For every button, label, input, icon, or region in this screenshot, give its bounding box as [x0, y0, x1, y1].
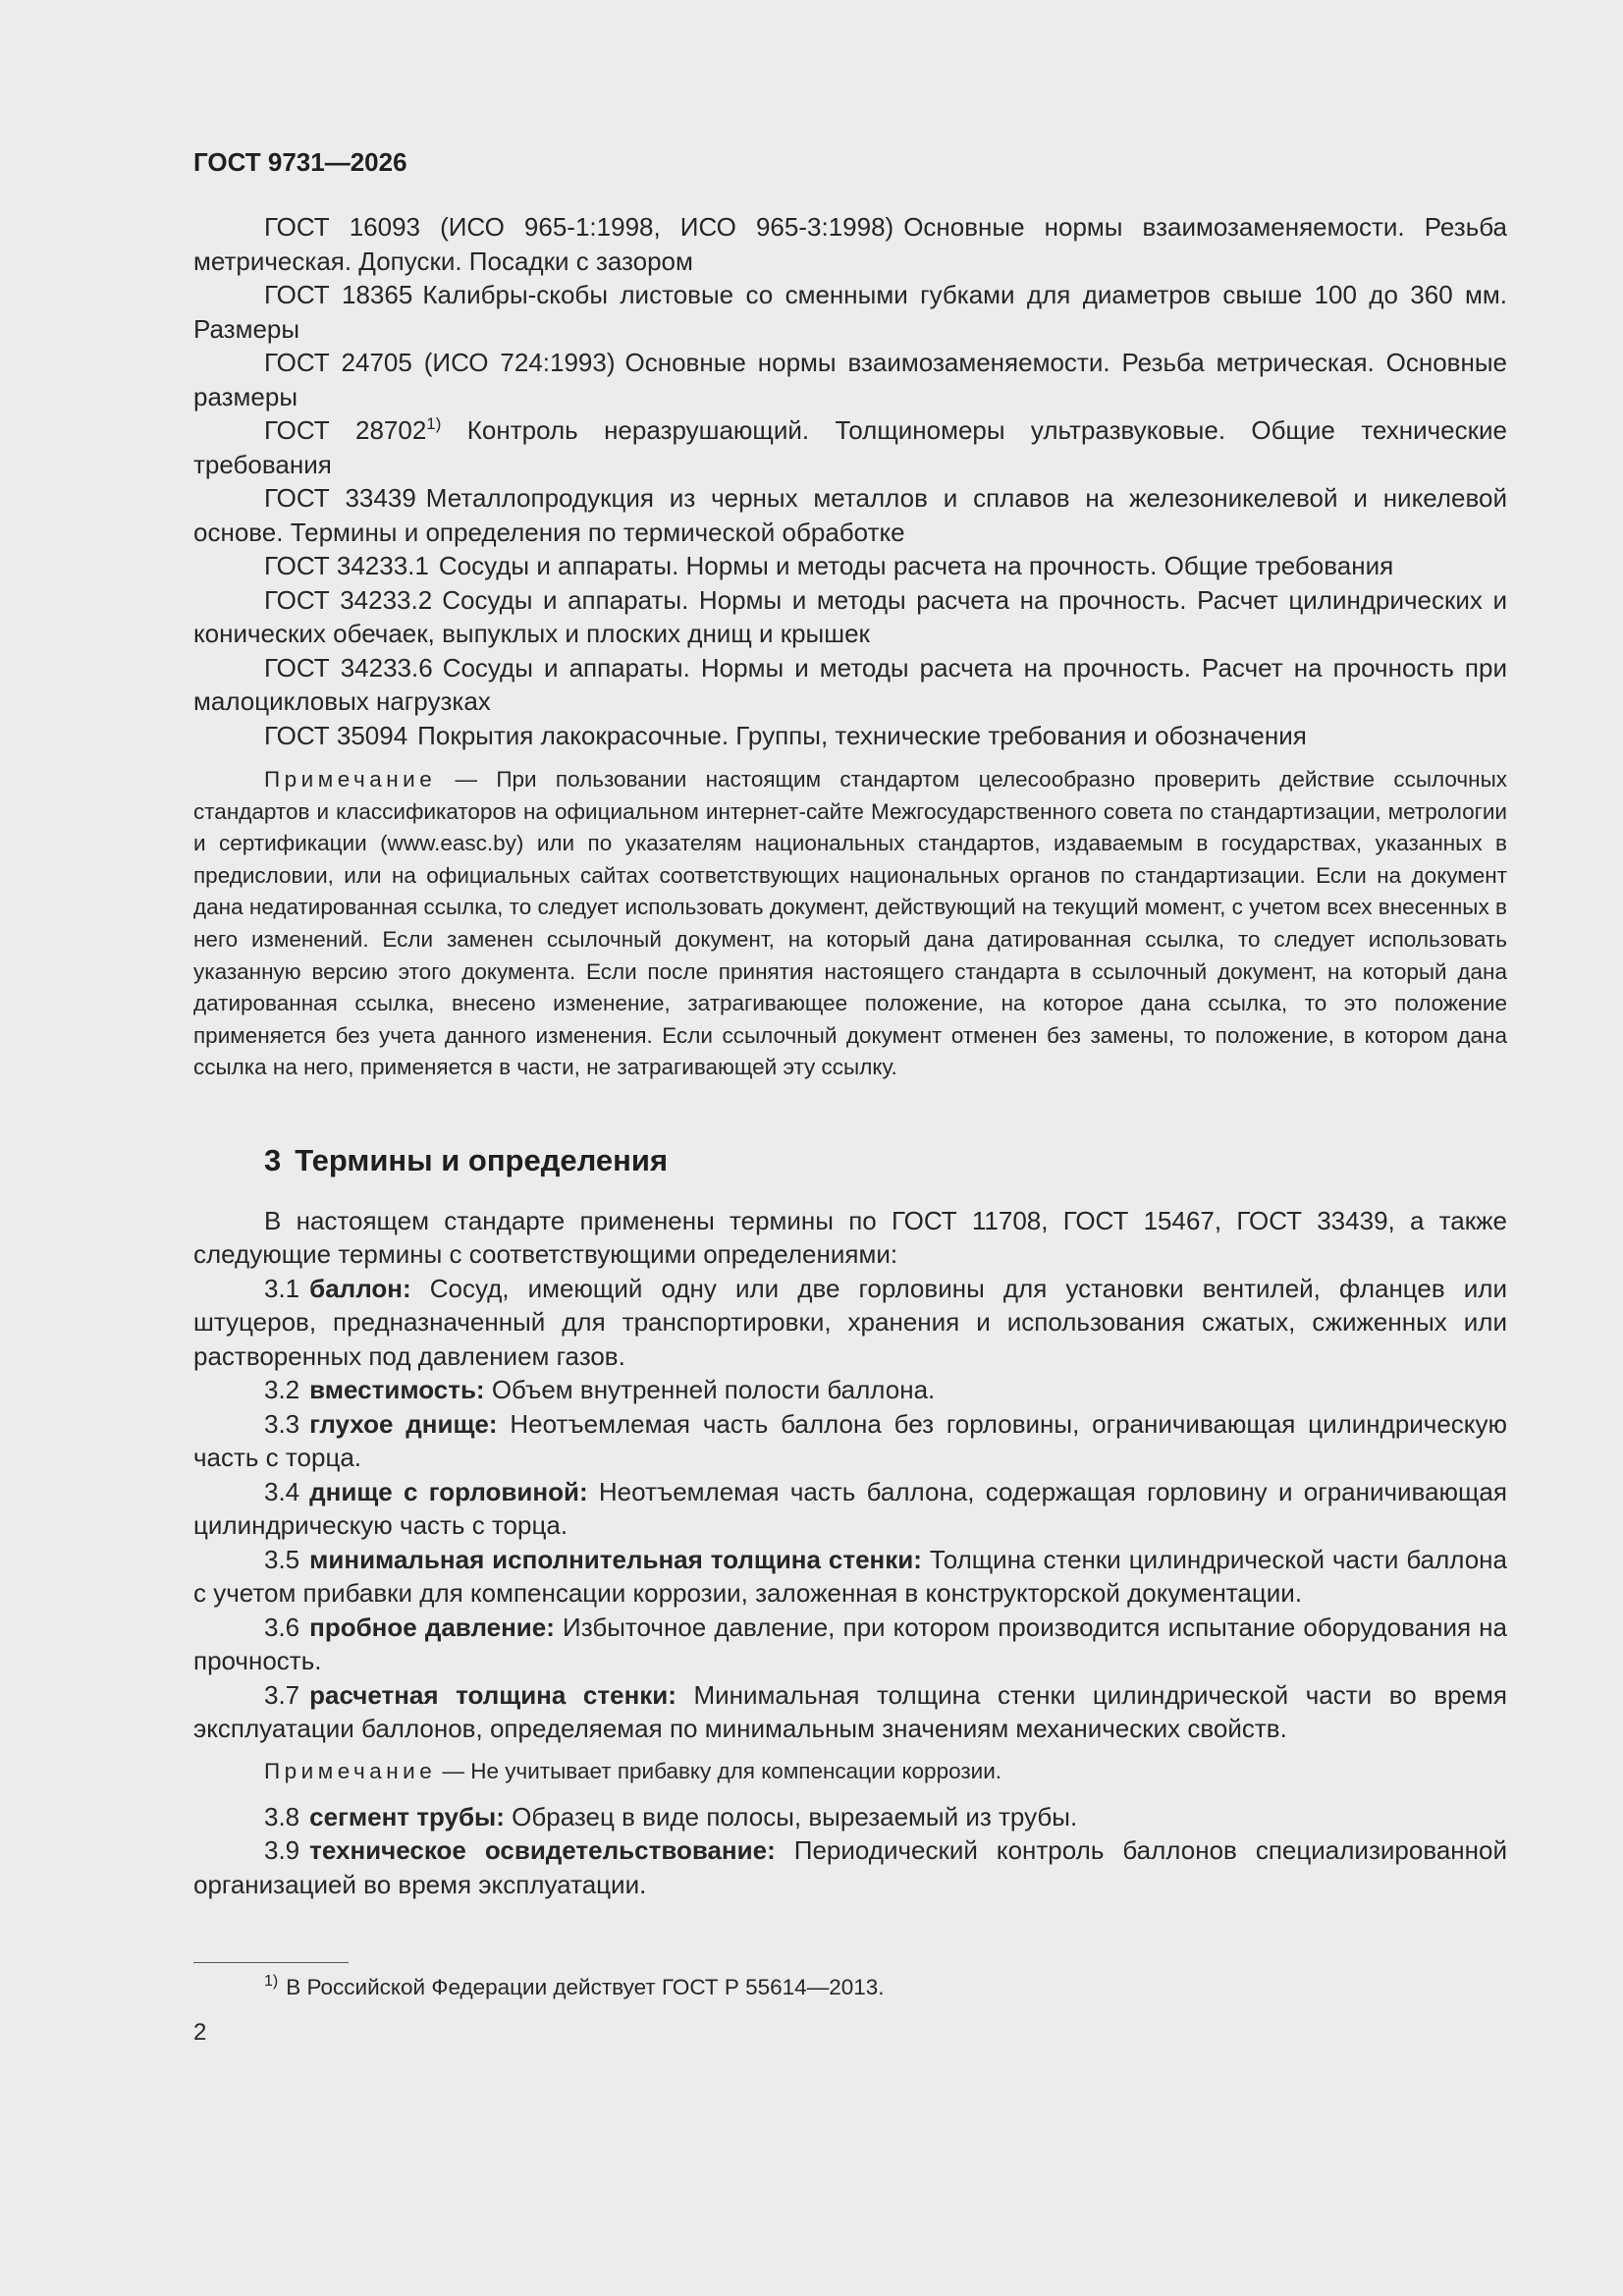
reference-title: Сосуды и аппараты. Нормы и методы расчета на прочность. Расчет цилиндрических и конических обечаек, выпуклых и плоских днищ и крышек [193, 584, 1507, 648]
term-name: глухое днище: [309, 1408, 498, 1439]
term-definition: Избыточное давление, при котором производится испытание оборудования на прочность. [193, 1612, 1508, 1676]
reference-item [193, 651, 1507, 719]
term-item [193, 1272, 1507, 1374]
footnote-text: В Российской Федерации действует ГОСТ Р 55614—2013. [286, 1975, 885, 2000]
term-definition: Неотъемлемая часть баллона без горловины, ограничивающая цилиндрическую часть с торца. [193, 1408, 1507, 1473]
term-name: расчетная толщина стенки: [309, 1679, 676, 1710]
reference-title: Основные нормы взаимозаменяемости. Резьба метрическая. Основные размеры [193, 348, 1507, 411]
term-name: техническое освидетельствование: [309, 1835, 776, 1866]
term-definition: Сосуд, имеющий одну или две горловины для установки вентилей, фланцев или штуцеров, предназначенный для транспортировки, хранения и использования сжатых, сжиженных или растворенных под давлением газов. [193, 1273, 1507, 1371]
document-header: ГОСТ 9731—2026 [193, 147, 407, 177]
term-number: 3.7 [264, 1679, 300, 1710]
document-page [193, 145, 1507, 2048]
reference-item [193, 549, 1507, 583]
term-number: 3.5 [264, 1544, 300, 1574]
section-intro: В настоящем стандарте применены термины по ГОСТ 11708, ГОСТ 15467, ГОСТ 33439, а также следующие термины с соответствующими определениями: [193, 1205, 1507, 1270]
reference-code: ГОСТ 34233.6 [264, 652, 433, 683]
term-item [193, 1800, 1507, 1834]
reference-title: Сосуды и аппараты. Нормы и методы расчета на прочность. Расчет на прочность при малоцикловых нагрузках [193, 652, 1507, 716]
term-number: 3.1 [264, 1273, 300, 1303]
term-name: баллон: [309, 1273, 411, 1303]
term-name: минимальная исполнительная толщина стенки: [309, 1544, 922, 1574]
footnote [193, 1973, 1507, 2002]
note-text: — При пользовании настоящим стандартом целесообразно проверить действие ссылочных стандартов и классификаторов на официальном интернет-сайте Межгосударственного совета по стандартизации, метрологии и сертификации (www.easc.by) или по указателям национальных стандартов, издаваемым в государствах, указанных в предисловии, или на официальных сайтах соответствующих национальных органов по стандартизации. Если на документ дана недатированная ссылка, то следует использовать документ, действующий на текущий момент, с учетом всех внесенных в него изменений. Если заменен ссылочный документ, на который дана датированная ссылка, то следует использовать указанную версию этого документа. Если после принятия настоящего стандарта в ссылочный документ, на который дана датированная ссылка, внесено изменение, затрагивающее положение, на которое дана ссылка, то это положение применяется без учета данного изменения. Если ссылочный документ отменен без замены, то положение, в котором дана ссылка на него, применяется в части, не затрагивающей эту ссылку. [193, 767, 1507, 1080]
reference-code: ГОСТ 18365 [264, 280, 413, 309]
page-number: 2 [193, 2019, 207, 2047]
terms-list-continued [193, 1800, 1507, 1902]
term-definition: Образец в виде полосы, вырезаемый из трубы. [512, 1801, 1078, 1831]
term-definition: Объем внутренней полости баллона. [491, 1375, 936, 1405]
reference-item [193, 481, 1507, 549]
reference-item [193, 278, 1507, 346]
reference-code: ГОСТ 34233.1 [264, 551, 429, 580]
terms-list [193, 1272, 1507, 1746]
term-name: сегмент трубы: [309, 1801, 505, 1831]
reference-title: Металлопродукция из черных металлов и сплавов на железоникелевой и никелевой основе. Термины и определения по термической обработке [193, 483, 1507, 547]
term-definition: Неотъемлемая часть баллона, содержащая горловину и ограничивающая цилиндрическую часть с торца. [193, 1476, 1507, 1541]
term-item [193, 1407, 1507, 1475]
term-number: 3.6 [264, 1612, 300, 1642]
reference-item [193, 413, 1507, 481]
term-item [193, 1543, 1507, 1611]
term-number: 3.3 [264, 1408, 300, 1439]
note-text: — Не учитывает прибавку для компенсации коррозии. [442, 1758, 1002, 1783]
term-definition: Минимальная толщина стенки цилиндрической части во время эксплуатации баллонов, определяемая по минимальным значениям механических свойств. [193, 1679, 1507, 1744]
footnote-mark: 1) [264, 1973, 279, 1991]
reference-item [193, 583, 1507, 651]
reference-item [193, 719, 1507, 753]
term-number: 3.4 [264, 1476, 300, 1506]
section-number: 3 [264, 1142, 282, 1177]
section-title: Термины и определения [295, 1142, 669, 1177]
reference-code: ГОСТ 16093 (ИСО 965-1:1998, ИСО 965-3:1998) [264, 212, 894, 242]
term-number: 3.9 [264, 1835, 300, 1866]
reference-code: ГОСТ 33439 [264, 483, 416, 513]
term-definition: Периодический контроль баллонов специализированной организацией во время эксплуатации. [193, 1835, 1508, 1899]
term-item [193, 1373, 1507, 1407]
term-item [193, 1475, 1507, 1543]
reference-title: Основные нормы взаимозаменяемости. Резьба метрическая. Допуски. Посадки с зазором [193, 212, 1507, 276]
note-label: Примечание [264, 1758, 437, 1783]
term-note [193, 1756, 1507, 1788]
term-item [193, 1833, 1507, 1901]
reference-title: Контроль неразрушающий. Толщиномеры ультразвуковые. Общие технические требования [193, 415, 1507, 479]
references-list [193, 210, 1507, 752]
reference-title: Сосуды и аппараты. Нормы и методы расчета на прочность. Общие требования [438, 551, 1394, 580]
term-item [193, 1678, 1507, 1746]
term-item [193, 1611, 1507, 1678]
reference-title: Покрытия лакокрасочные. Группы, технические требования и обозначения [417, 720, 1307, 750]
reference-code: ГОСТ 34233.2 [264, 584, 433, 615]
reference-item [193, 210, 1507, 278]
reference-item [193, 346, 1507, 413]
term-name: пробное давление: [309, 1612, 555, 1642]
references-note [193, 764, 1507, 1084]
term-definition: Толщина стенки цилиндрической части баллона с учетом прибавки для компенсации коррозии, заложенная в конструкторской документации. [193, 1544, 1507, 1609]
footnote-marker[interactable]: 1) [426, 414, 442, 433]
reference-title: Калибры-скобы листовые со сменными губками для диаметров свыше 100 до 360 мм. Размеры [193, 280, 1507, 344]
section-heading [264, 1141, 1507, 1180]
note-label: Примечание [264, 767, 437, 792]
term-name: вместимость: [309, 1375, 485, 1405]
reference-code: ГОСТ 28702 [264, 415, 427, 445]
reference-code: ГОСТ 24705 (ИСО 724:1993) [264, 348, 616, 377]
term-number: 3.2 [264, 1375, 300, 1405]
reference-code: ГОСТ 35094 [264, 720, 408, 750]
term-number: 3.8 [264, 1801, 300, 1831]
term-name: днище с горловиной: [309, 1476, 588, 1506]
footnote-divider [193, 1962, 349, 1963]
